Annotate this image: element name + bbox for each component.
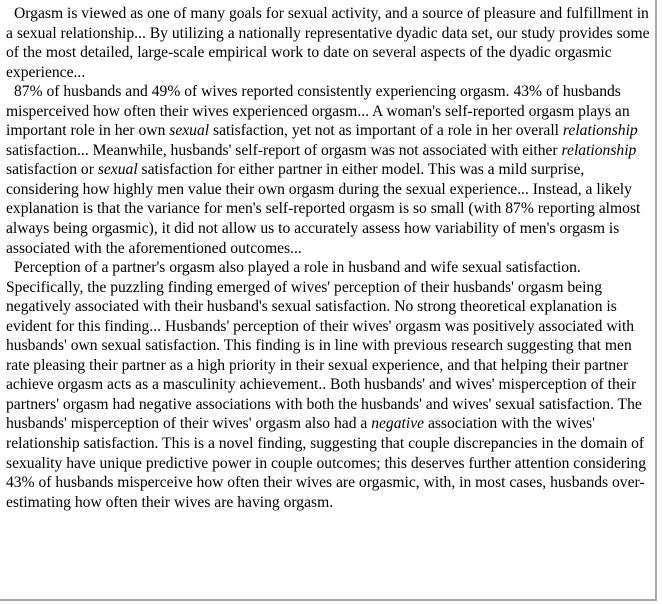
emphasis-text: relationship [562, 122, 638, 140]
text-run: satisfaction, yet not as important of a role in her overall [209, 122, 563, 140]
text-run: 87% of husbands and 49% of wives reported consistently experiencing orgasm. 43% of husbands misperceived how often their wives experienced orgasm... A woman's self-reported orgasm plays an important role in her own [6, 83, 630, 140]
paragraph-perception-findings [6, 258, 650, 512]
text-run: satisfaction for either partner in either model. This was a mild surprise, considering how highly men value their own orgasm during the sexual experience... Instead, a likely explanation is that the variance for men's self-reported orgasm is so small (with 87% reporting almost always being orgasmic), it did not allow us to accurately assess how variability of men's orgasm is associated with the aforementioned outcomes... [6, 161, 641, 257]
emphasis-text: sexual [169, 122, 210, 140]
text-run: satisfaction... Meanwhile, husbands' self-report of orgasm was not associated with either [6, 141, 562, 159]
paragraph-self-report-findings [6, 82, 650, 258]
paragraph-intro [6, 4, 650, 82]
emphasis-text: negative [371, 415, 425, 433]
text-run: association with the wives' relationship satisfaction. This is a novel finding, suggesting that couple discrepancies in the domain of sexuality have unique predictive power in couple outcomes; this deserves further attention considering 43% of husbands misperceive how often their wives are orgasmic, with, in most cases, husbands over-estimating how often their wives are having orgasm. [6, 415, 647, 511]
text-run: Perception of a partner's orgasm also played a role in husband and wife sexual satisfaction. Specifically, the puzzling finding emerged of wives' perception of their husbands' orgasm being negatively associated with their husband's sexual satisfaction. No strong theoretical explanation is evident for this finding... Husbands' perception of their wives' orgasm was positively associated with husbands' own sexual satisfaction. This finding is in line with previous research suggesting that men rate pleasing their partner as a high priority in their sexual experience, and that helping their partner achieve orgasm acts as a masculinity achievement.. Both husbands' and wives' misperception of their partners' orgasm had negative associations with both the husbands' and wives' sexual satisfaction. The husbands' misperception of their wives' orgasm also had a [6, 259, 642, 433]
text-run: satisfaction or [6, 161, 98, 179]
document-body [6, 4, 650, 512]
text-run: Orgasm is viewed as one of many goals for sexual activity, and a source of pleasure and fulfillment in a sexual relationship... By utilizing a nationally representative dyadic data set, our study provides some of the most detailed, large-scale empirical work to date on several aspects of the dyadic orgasmic experience... [6, 5, 650, 81]
emphasis-text: relationship [561, 141, 637, 159]
emphasis-text: sexual [97, 161, 138, 179]
